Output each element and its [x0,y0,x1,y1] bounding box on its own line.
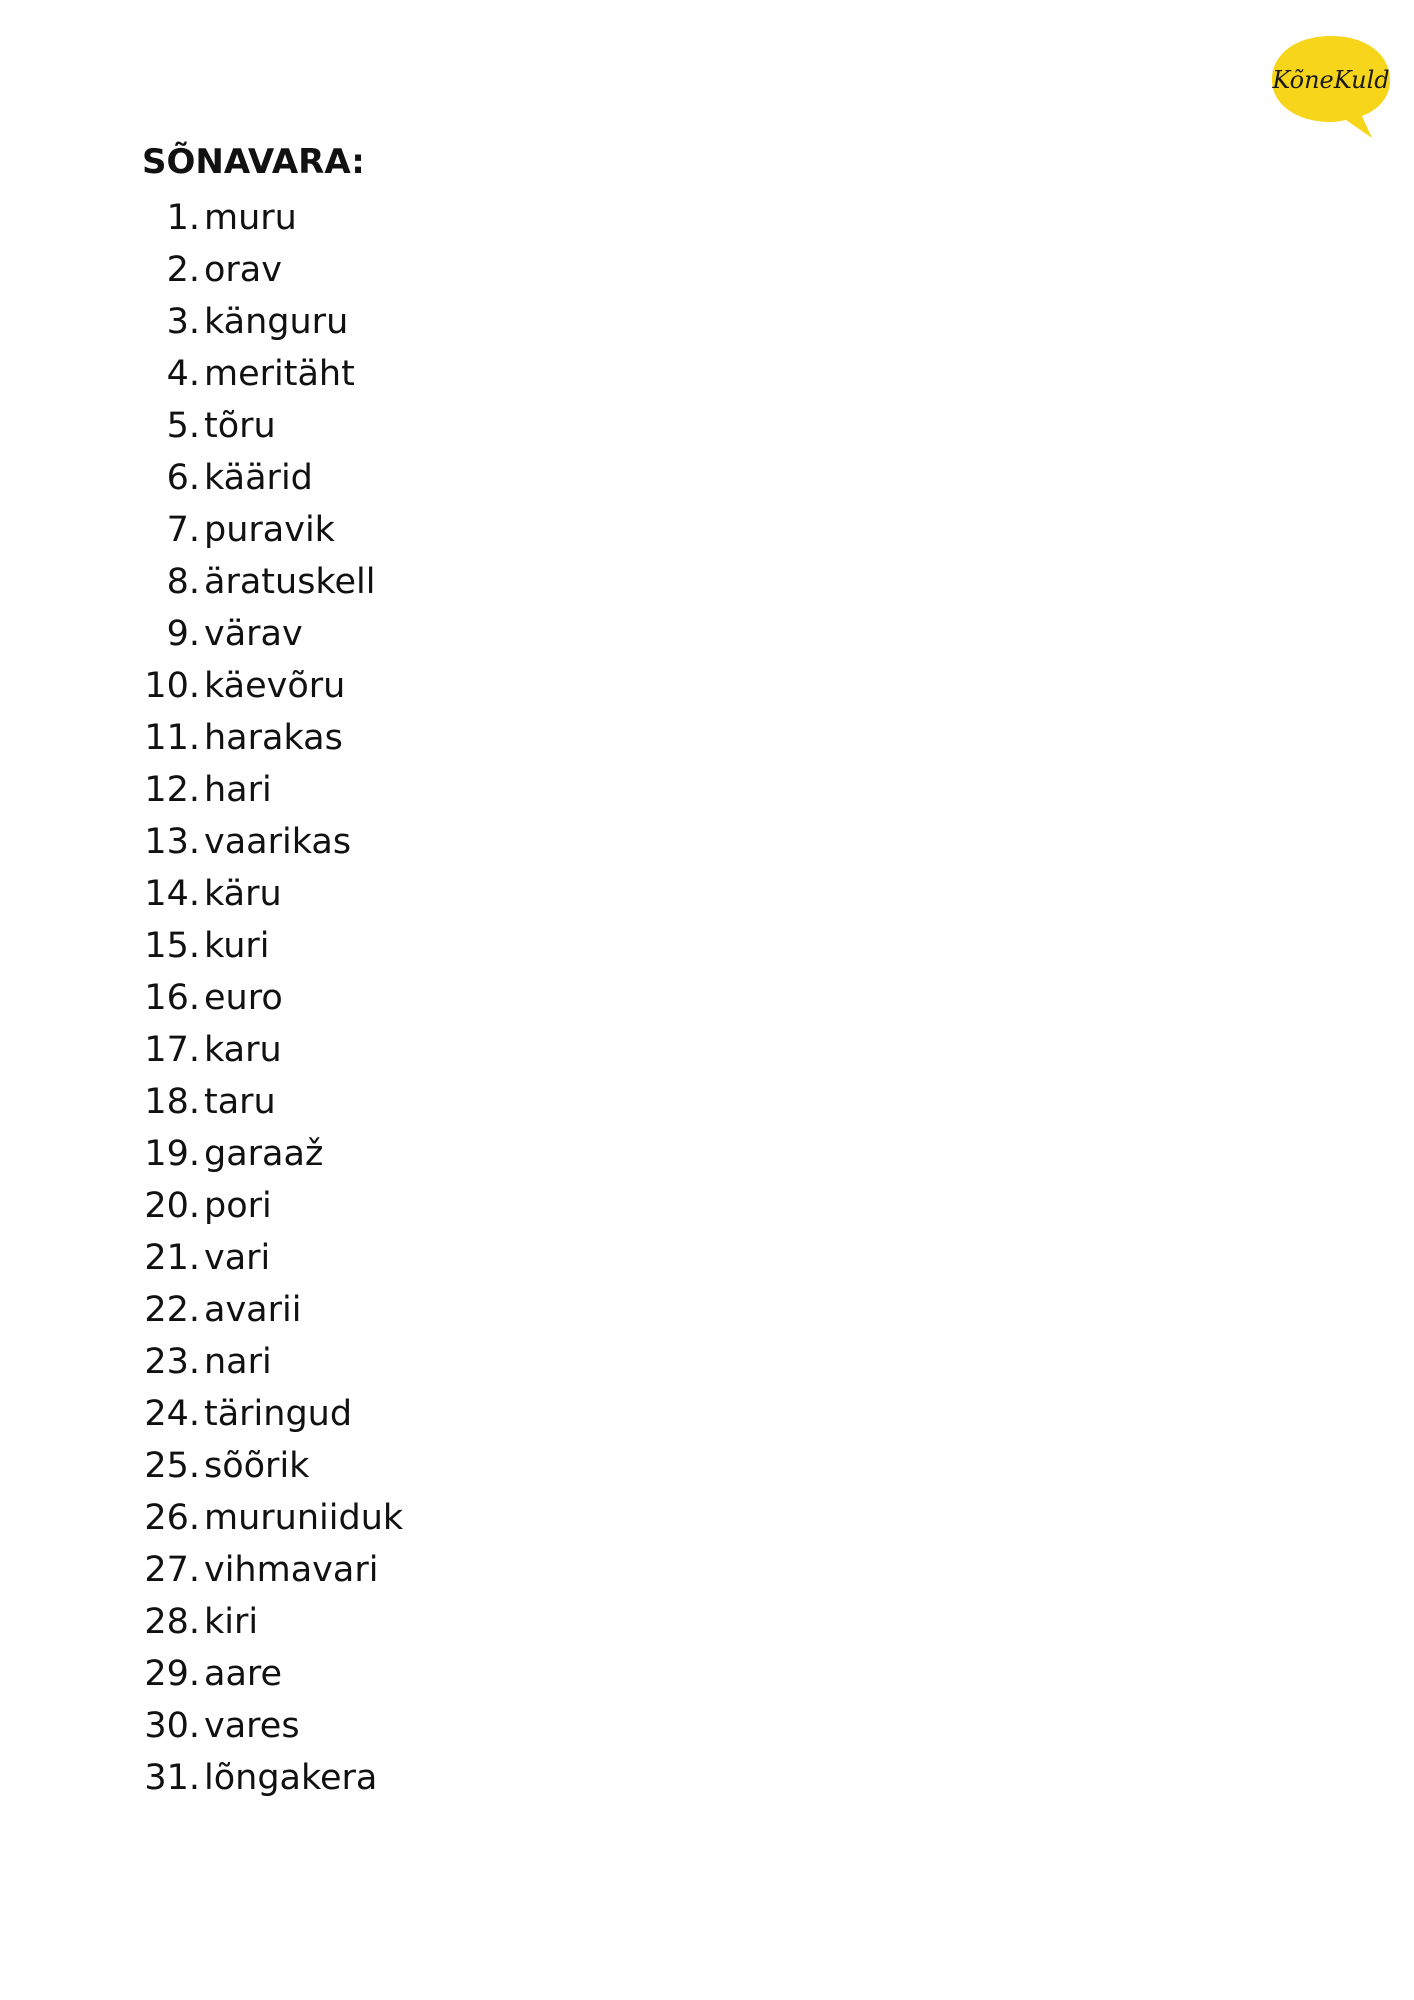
list-item-number: 8. [166,562,200,602]
list-item-word: kiri [204,1602,259,1642]
list-item [0,452,403,504]
list-item-number: 2. [166,250,200,290]
list-item [0,296,403,348]
list-item [0,1440,403,1492]
list-item [0,556,403,608]
list-item-word: käru [204,874,282,914]
list-item [0,920,403,972]
list-item-word: vares [204,1706,300,1746]
list-item-number: 5. [166,406,200,446]
list-item-number: 14. [144,874,200,914]
list-item-word: kuri [204,926,270,966]
list-item-word: pori [204,1186,272,1226]
list-item-word: vaarikas [204,822,352,862]
list-item-word: taru [204,1082,276,1122]
list-item-number: 15. [144,926,200,966]
list-item-word: euro [204,978,283,1018]
list-item [0,1700,403,1752]
list-item-word: avarii [204,1290,302,1330]
vocabulary-list [0,192,403,1804]
list-item-number: 6. [166,458,200,498]
speech-bubble-icon [1266,30,1396,145]
list-item-number: 9. [166,614,200,654]
list-item-number: 17. [144,1030,200,1070]
list-item-number: 21. [144,1238,200,1278]
list-item [0,1648,403,1700]
list-item [0,1076,403,1128]
list-item-number: 10. [144,666,200,706]
list-item [0,1024,403,1076]
list-item [0,1752,403,1804]
list-item-number: 29. [144,1654,200,1694]
list-item [0,1388,403,1440]
list-item-word: värav [204,614,303,654]
list-item-word: orav [204,250,282,290]
heading-text: SÕNAVARA [142,142,352,182]
list-item [0,712,403,764]
list-item-number: 3. [166,302,200,342]
list-item [0,1180,403,1232]
list-item-word: aare [204,1654,283,1694]
list-item-number: 20. [144,1186,200,1226]
list-item-number: 13. [144,822,200,862]
list-item-number: 23. [144,1342,200,1382]
list-item-number: 24. [144,1394,200,1434]
list-item-number: 25. [144,1446,200,1486]
list-item [0,1596,403,1648]
list-item-number: 18. [144,1082,200,1122]
list-item-word: känguru [204,302,349,342]
vocabulary-heading [142,140,365,184]
list-item [0,1544,403,1596]
list-item-number: 31. [144,1758,200,1798]
list-item-number: 27. [144,1550,200,1590]
list-item [0,972,403,1024]
list-item [0,764,403,816]
list-item [0,192,403,244]
list-item-word: muruniiduk [204,1498,404,1538]
heading-colon: : [351,142,365,182]
list-item-word: karu [204,1030,282,1070]
list-item-number: 22. [144,1290,200,1330]
list-item-number: 12. [144,770,200,810]
list-item [0,608,403,660]
list-item [0,816,403,868]
list-item-word: käevõru [204,666,346,706]
list-item-word: meritäht [204,354,355,394]
list-item [0,348,403,400]
list-item-word: hari [204,770,272,810]
list-item-word: vari [204,1238,271,1278]
list-item [0,244,403,296]
list-item-word: puravik [204,510,335,550]
list-item [0,1336,403,1388]
list-item-number: 11. [144,718,200,758]
list-item-number: 26. [144,1498,200,1538]
list-item [0,400,403,452]
list-item-word: muru [204,198,297,238]
list-item-word: täringud [204,1394,353,1434]
list-item-number: 19. [144,1134,200,1174]
list-item-word: sõõrik [204,1446,310,1486]
list-item [0,1232,403,1284]
list-item-word: harakas [204,718,343,758]
list-item-word: garaaž [204,1134,324,1174]
list-item-word: nari [204,1342,272,1382]
list-item [0,868,403,920]
list-item-word: tõru [204,406,276,446]
list-item [0,504,403,556]
list-item [0,1284,403,1336]
list-item-number: 16. [144,978,200,1018]
list-item-number: 4. [166,354,200,394]
list-item [0,660,403,712]
konekuld-logo [1266,30,1396,145]
list-item [0,1492,403,1544]
list-item-number: 7. [166,510,200,550]
list-item-word: vihmavari [204,1550,379,1590]
logo-text: KõneKuld [1272,66,1390,94]
list-item-word: lõngakera [204,1758,378,1798]
list-item [0,1128,403,1180]
list-item-number: 30. [144,1706,200,1746]
list-item-number: 1. [166,198,200,238]
list-item-number: 28. [144,1602,200,1642]
list-item-word: äratuskell [204,562,376,602]
list-item-word: käärid [204,458,313,498]
